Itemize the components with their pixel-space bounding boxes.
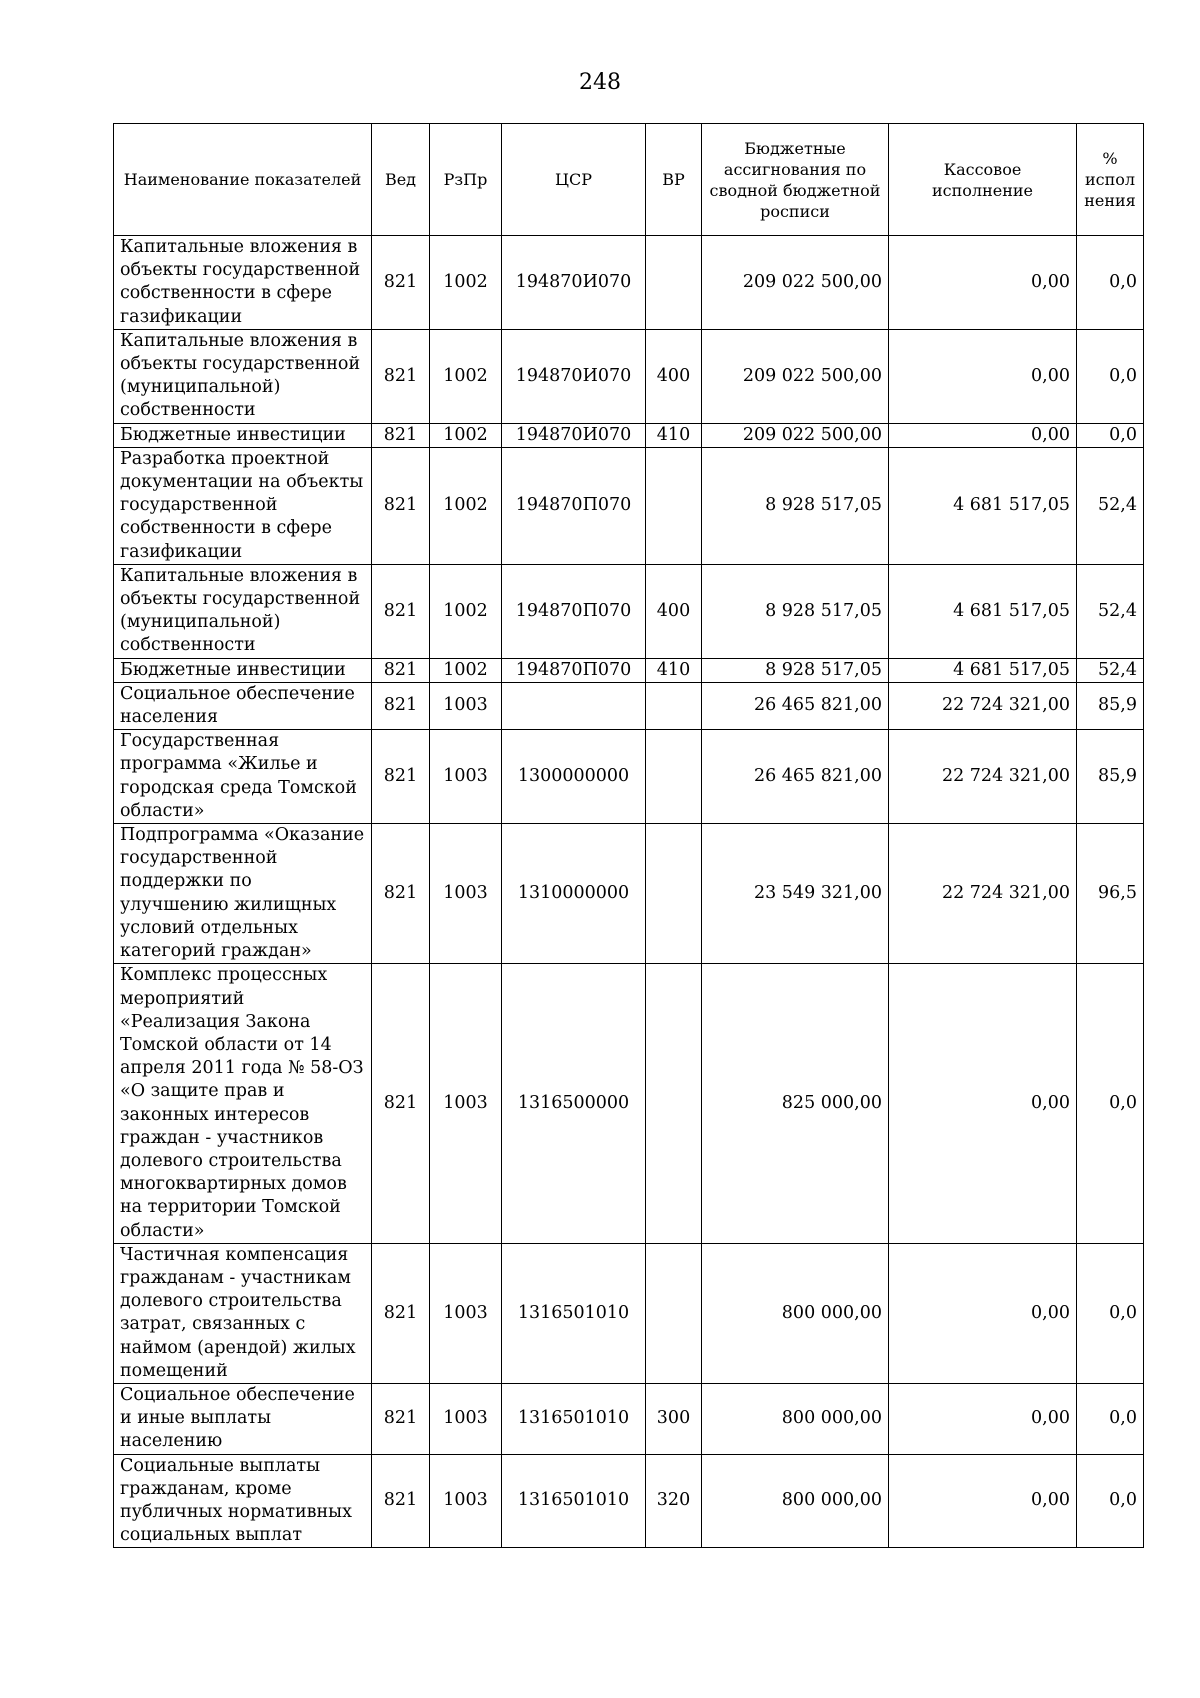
cell-budget: 209 022 500,00 — [702, 236, 889, 330]
cell-percent: 0,0 — [1077, 423, 1144, 447]
cell-name: Бюджетные инвестиции — [114, 423, 372, 447]
cell-vr: 320 — [646, 1454, 702, 1548]
cell-percent: 85,9 — [1077, 682, 1144, 729]
table-row — [114, 1243, 1144, 1383]
cell-csr: 194870И070 — [502, 423, 646, 447]
cell-ved: 821 — [372, 730, 430, 824]
cell-vr: 400 — [646, 564, 702, 658]
cell-csr: 1316500000 — [502, 964, 646, 1243]
cell-cash: 4 681 517,05 — [889, 658, 1077, 682]
cell-rzpr: 1003 — [430, 730, 502, 824]
cell-name: Комплекс процессных мероприятий «Реализация Закона Томской области от 14 апреля 2011 года № 58-ОЗ «О защите прав и законных интересов граждан - участников долевого строительства многоквартирных домов на территории Томской области» — [114, 964, 372, 1243]
cell-budget: 209 022 500,00 — [702, 329, 889, 423]
table-row — [114, 1383, 1144, 1454]
cell-csr: 194870П070 — [502, 564, 646, 658]
cell-rzpr: 1003 — [430, 682, 502, 729]
cell-ved: 821 — [372, 824, 430, 964]
cell-vr — [646, 824, 702, 964]
budget-table — [113, 123, 1144, 1548]
cell-vr — [646, 1243, 702, 1383]
header-csr: ЦСР — [502, 124, 646, 236]
table-row — [114, 1454, 1144, 1548]
cell-ved: 821 — [372, 236, 430, 330]
cell-csr: 194870И070 — [502, 329, 646, 423]
cell-vr — [646, 447, 702, 564]
cell-rzpr: 1002 — [430, 447, 502, 564]
header-percent: % испол нения — [1077, 124, 1144, 236]
cell-csr: 194870И070 — [502, 236, 646, 330]
cell-rzpr: 1003 — [430, 1243, 502, 1383]
header-ved: Вед — [372, 124, 430, 236]
cell-name: Капитальные вложения в объекты государственной (муниципальной) собственности — [114, 329, 372, 423]
cell-cash: 22 724 321,00 — [889, 730, 1077, 824]
cell-ved: 821 — [372, 658, 430, 682]
cell-budget: 800 000,00 — [702, 1454, 889, 1548]
cell-csr: 1310000000 — [502, 824, 646, 964]
table-row — [114, 730, 1144, 824]
cell-cash: 4 681 517,05 — [889, 447, 1077, 564]
cell-percent: 0,0 — [1077, 1454, 1144, 1548]
cell-vr — [646, 730, 702, 824]
cell-vr: 410 — [646, 423, 702, 447]
cell-budget: 825 000,00 — [702, 964, 889, 1243]
cell-cash: 0,00 — [889, 1454, 1077, 1548]
table-row — [114, 329, 1144, 423]
cell-percent: 0,0 — [1077, 329, 1144, 423]
cell-rzpr: 1002 — [430, 658, 502, 682]
cell-ved: 821 — [372, 423, 430, 447]
cell-name: Подпрограмма «Оказание государственной поддержки по улучшению жилищных условий отдельных категорий граждан» — [114, 824, 372, 964]
table-row — [114, 564, 1144, 658]
cell-cash: 4 681 517,05 — [889, 564, 1077, 658]
cell-budget: 800 000,00 — [702, 1243, 889, 1383]
cell-name: Капитальные вложения в объекты государственной собственности в сфере газификации — [114, 236, 372, 330]
cell-ved: 821 — [372, 1454, 430, 1548]
cell-cash: 0,00 — [889, 236, 1077, 330]
cell-percent: 52,4 — [1077, 658, 1144, 682]
cell-name: Разработка проектной документации на объекты государственной собственности в сфере газификации — [114, 447, 372, 564]
cell-cash: 22 724 321,00 — [889, 824, 1077, 964]
cell-csr: 1300000000 — [502, 730, 646, 824]
cell-ved: 821 — [372, 564, 430, 658]
cell-percent: 0,0 — [1077, 236, 1144, 330]
header-budget: Бюджетные ассигнования по сводной бюджетной росписи — [702, 124, 889, 236]
cell-ved: 821 — [372, 964, 430, 1243]
cell-cash: 0,00 — [889, 423, 1077, 447]
cell-ved: 821 — [372, 1243, 430, 1383]
cell-cash: 0,00 — [889, 1383, 1077, 1454]
table-row — [114, 964, 1144, 1243]
header-rzpr: РзПр — [430, 124, 502, 236]
cell-name: Социальные выплаты гражданам, кроме публичных нормативных социальных выплат — [114, 1454, 372, 1548]
header-cash: Кассовое исполнение — [889, 124, 1077, 236]
cell-percent: 52,4 — [1077, 564, 1144, 658]
cell-name: Социальное обеспечение населения — [114, 682, 372, 729]
cell-cash: 0,00 — [889, 329, 1077, 423]
table-row — [114, 447, 1144, 564]
cell-rzpr: 1002 — [430, 329, 502, 423]
cell-vr — [646, 236, 702, 330]
cell-rzpr: 1003 — [430, 1454, 502, 1548]
cell-percent: 0,0 — [1077, 1383, 1144, 1454]
cell-ved: 821 — [372, 447, 430, 564]
cell-budget: 800 000,00 — [702, 1383, 889, 1454]
cell-vr: 300 — [646, 1383, 702, 1454]
cell-percent: 0,0 — [1077, 1243, 1144, 1383]
cell-csr: 1316501010 — [502, 1454, 646, 1548]
cell-ved: 821 — [372, 329, 430, 423]
cell-csr — [502, 682, 646, 729]
cell-budget: 23 549 321,00 — [702, 824, 889, 964]
cell-percent: 52,4 — [1077, 447, 1144, 564]
cell-rzpr: 1002 — [430, 423, 502, 447]
cell-cash: 0,00 — [889, 1243, 1077, 1383]
page-number: 248 — [579, 70, 621, 95]
cell-name: Частичная компенсация гражданам - участникам долевого строительства затрат, связанных с наймом (арендой) жилых помещений — [114, 1243, 372, 1383]
table-row — [114, 236, 1144, 330]
cell-csr: 1316501010 — [502, 1243, 646, 1383]
cell-budget: 8 928 517,05 — [702, 564, 889, 658]
table-row — [114, 658, 1144, 682]
cell-ved: 821 — [372, 1383, 430, 1454]
cell-budget: 26 465 821,00 — [702, 730, 889, 824]
cell-csr: 1316501010 — [502, 1383, 646, 1454]
cell-budget: 8 928 517,05 — [702, 658, 889, 682]
header-vr: ВР — [646, 124, 702, 236]
cell-vr — [646, 964, 702, 1243]
cell-budget: 26 465 821,00 — [702, 682, 889, 729]
header-name: Наименование показателей — [114, 124, 372, 236]
cell-vr: 410 — [646, 658, 702, 682]
cell-name: Социальное обеспечение и иные выплаты населению — [114, 1383, 372, 1454]
cell-rzpr: 1003 — [430, 824, 502, 964]
table-row — [114, 423, 1144, 447]
cell-cash: 0,00 — [889, 964, 1077, 1243]
table-row — [114, 682, 1144, 729]
cell-percent: 96,5 — [1077, 824, 1144, 964]
cell-csr: 194870П070 — [502, 447, 646, 564]
cell-percent: 0,0 — [1077, 964, 1144, 1243]
cell-vr — [646, 682, 702, 729]
table-row — [114, 824, 1144, 964]
cell-percent: 85,9 — [1077, 730, 1144, 824]
cell-rzpr: 1002 — [430, 236, 502, 330]
cell-budget: 8 928 517,05 — [702, 447, 889, 564]
header-row — [114, 124, 1144, 236]
cell-cash: 22 724 321,00 — [889, 682, 1077, 729]
cell-rzpr: 1003 — [430, 964, 502, 1243]
cell-rzpr: 1002 — [430, 564, 502, 658]
cell-rzpr: 1003 — [430, 1383, 502, 1454]
cell-vr: 400 — [646, 329, 702, 423]
cell-name: Государственная программа «Жилье и городская среда Томской области» — [114, 730, 372, 824]
cell-budget: 209 022 500,00 — [702, 423, 889, 447]
cell-name: Бюджетные инвестиции — [114, 658, 372, 682]
cell-name: Капитальные вложения в объекты государственной (муниципальной) собственности — [114, 564, 372, 658]
cell-csr: 194870П070 — [502, 658, 646, 682]
cell-ved: 821 — [372, 682, 430, 729]
